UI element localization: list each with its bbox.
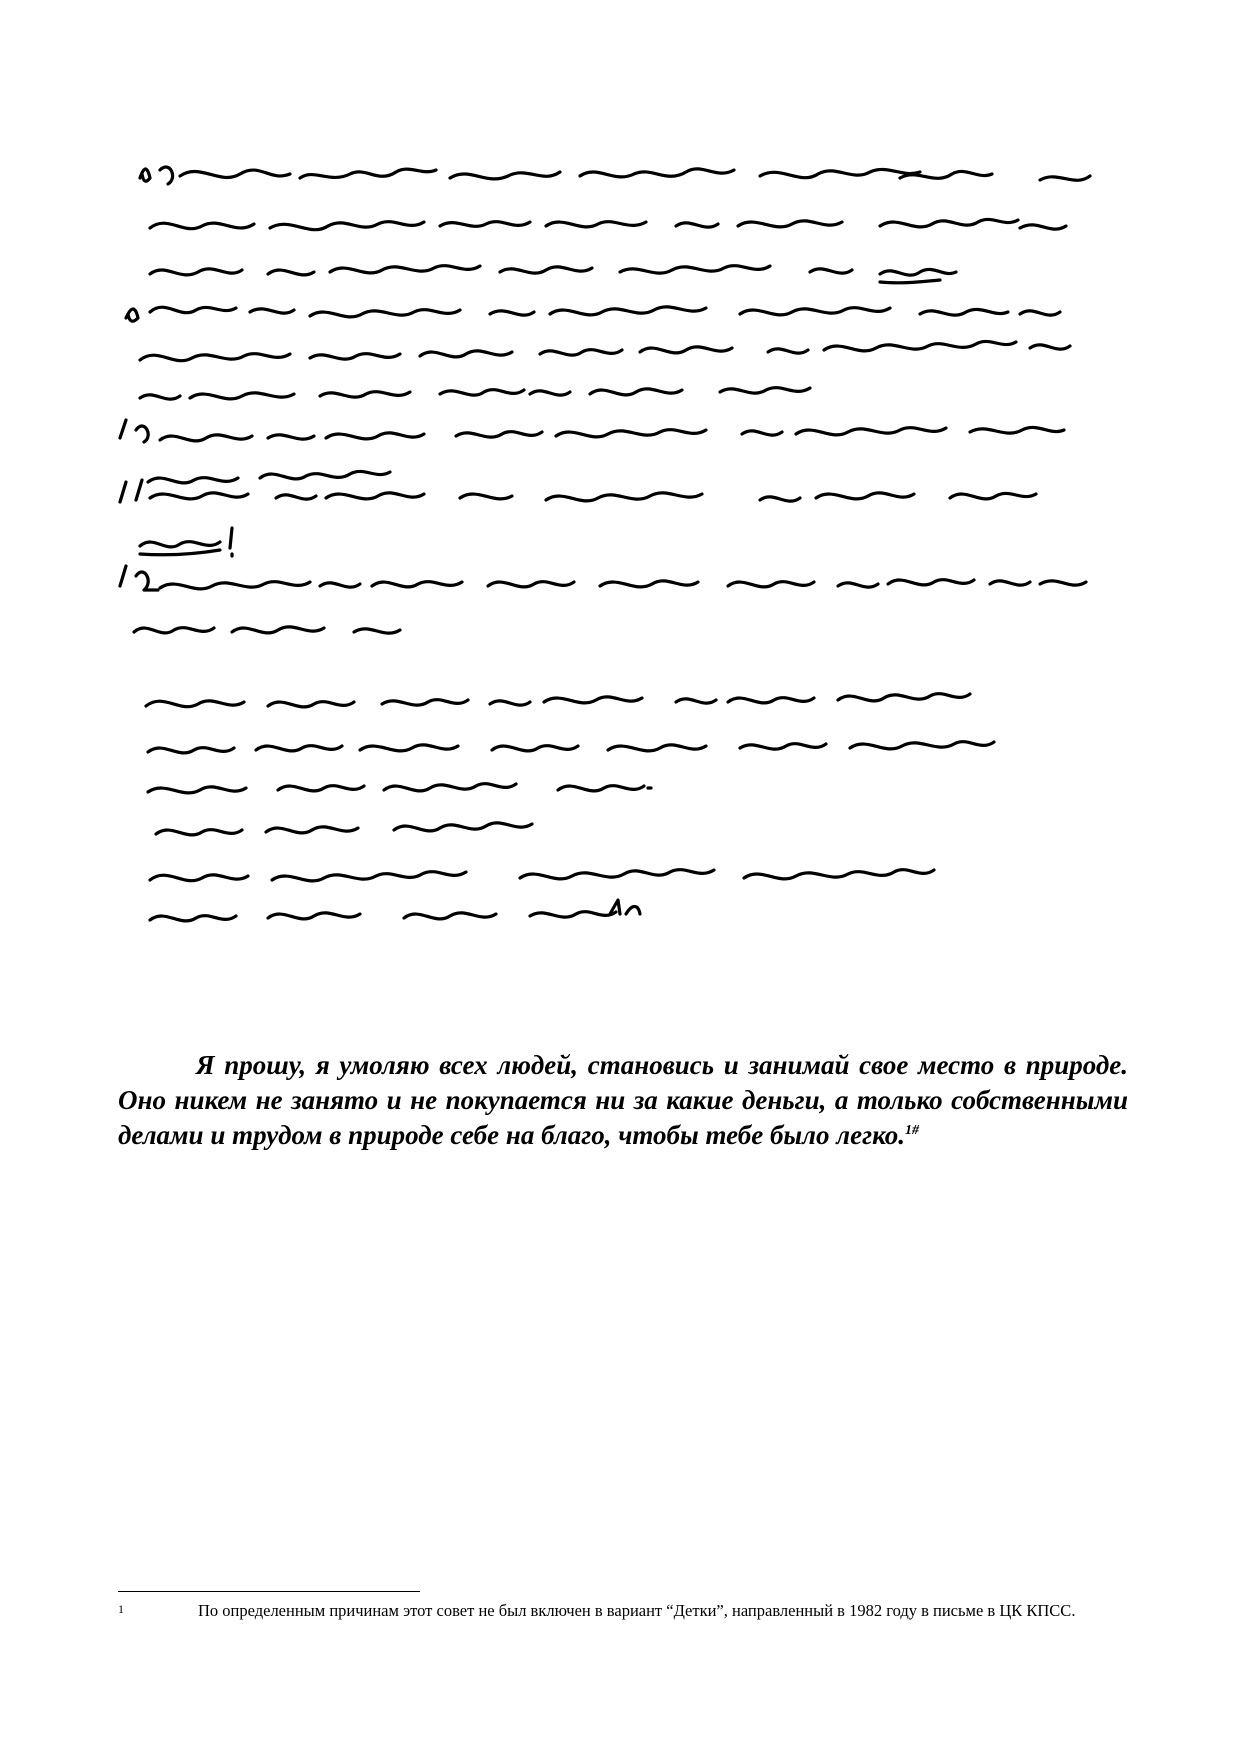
footnote-number: 1 (118, 1602, 124, 1616)
footnote-separator (118, 1591, 420, 1592)
main-paragraph-text: Я прошу, я умоляю всех людей, становись и занимай свое место в природе. Оно никем не занято и не покупается ни за какие деньги, а только собственными делами и трудом в природе себе на благо, чтобы тебе было легко. (118, 1050, 1128, 1150)
main-paragraph (118, 1048, 1128, 1153)
footnote (118, 1600, 1128, 1622)
footnote-text: По определенным причинам этот совет не был включен в вариант “Детки”, направленный в 1982 году в письме в ЦК КПСС. (198, 1601, 1076, 1620)
footnote-reference: 1# (904, 1123, 919, 1138)
